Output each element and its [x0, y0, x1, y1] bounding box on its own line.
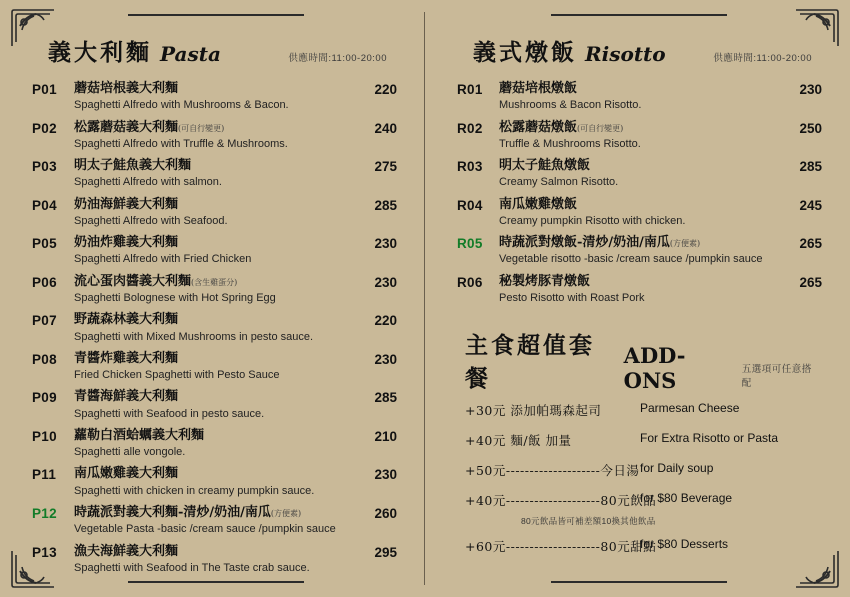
menu-item-name-cn: [74, 274, 349, 290]
menu-item-name-cn-text: 明太子鮭魚燉飯: [499, 158, 591, 174]
top-rule-right: [551, 14, 727, 16]
menu-item: [32, 81, 397, 113]
menu-item-code: R06: [457, 274, 483, 290]
addon-row: [465, 461, 818, 479]
menu-item-code: P05: [32, 236, 57, 252]
menu-item-name-cn-text: 漁夫海鮮義大利麵: [74, 543, 179, 559]
menu-item-name-cn-text: 蘑菇培根燉飯: [499, 81, 578, 96]
addon-row-label: +30元 添加帕瑪森起司: [465, 403, 602, 419]
pasta-item-list: [18, 81, 407, 575]
menu-item-note: (可自行變更): [178, 123, 225, 133]
addon-row-description: Parmesan Cheese: [640, 401, 740, 416]
menu-item-price: 220: [374, 313, 397, 329]
menu-item-name-en: Vegetable risotto -basic /cream sauce /pumpkin sauce: [499, 253, 763, 266]
menu-item: [32, 544, 397, 576]
addon-row: [465, 401, 818, 419]
menu-item-price: 250: [799, 120, 822, 136]
addon-row-label: +40元 麵/飯 加量: [465, 433, 572, 449]
menu-item-name-cn-text: 蘿勒白酒蛤蠣義大利麵: [74, 427, 205, 443]
menu-item: [32, 351, 397, 383]
menu-item-note: (方便素): [669, 239, 701, 249]
menu-item: [457, 274, 822, 306]
menu-item-name-en: Spaghetti with Mixed Mushrooms in pesto sauce.: [74, 330, 314, 343]
risotto-item-list: [443, 81, 832, 305]
menu-item: [32, 197, 397, 229]
menu-item-body: [74, 312, 349, 344]
menu-item-body: [74, 428, 349, 460]
menu-item-name-cn-text: 野蔬森林義大利麵: [74, 312, 179, 328]
menu-item-name-cn-text: 奶油炸雞義大利麵: [74, 235, 179, 251]
menu-item-name-cn-text: 時蔬派對燉飯-清炒/奶油/南瓜: [499, 235, 670, 251]
menu-item-name-cn-text: 秘製烤豚青燉飯: [499, 273, 591, 289]
menu-item-body: [74, 235, 349, 267]
menu-item-body: [74, 158, 349, 190]
menu-item: [32, 120, 397, 152]
menu-item-name-cn: [499, 235, 774, 251]
menu-item-name-cn: [499, 120, 774, 136]
bottom-rule-left: [128, 581, 304, 583]
menu-item-body: [499, 197, 774, 229]
menu-item-name-cn: [499, 81, 774, 97]
menu-item-price: 285: [374, 197, 397, 213]
menu-item: [32, 428, 397, 460]
menu-item-name-cn: [74, 428, 349, 444]
menu-item-name-en: Spaghetti with Seafood in The Taste crab sauce.: [74, 561, 310, 574]
menu-item-name-cn-text: 南瓜嫩雞燉飯: [499, 196, 578, 212]
risotto-column: [425, 0, 850, 597]
menu-item-name-en: Spaghetti alle vongole.: [74, 446, 186, 459]
menu-item-name-cn: [74, 312, 349, 328]
menu-item-name-cn: [74, 158, 349, 174]
menu-item-code: P11: [32, 467, 57, 483]
addon-row-label: +40元--------------------80元飲品: [465, 493, 657, 509]
menu-item: [32, 158, 397, 190]
menu-item-name-en: Spaghetti with chicken in creamy pumpkin sauce.: [74, 484, 315, 497]
menu-item-name-en: Pesto Risotto with Roast Pork: [499, 291, 645, 304]
menu-item-code: P12: [32, 506, 57, 522]
menu-item-name-cn: [74, 466, 349, 482]
menu-item-name-cn: [499, 197, 774, 213]
menu-item-price: 265: [799, 236, 822, 252]
menu-item-name-cn-text: 青醬海鮮義大利麵: [74, 389, 179, 405]
menu-item-body: [499, 158, 774, 190]
menu-item-price: 220: [374, 82, 397, 97]
menu-item-name-en: Spaghetti Alfredo with Truffle & Mushrooms.: [74, 137, 288, 150]
menu-item-body: [499, 120, 774, 152]
addon-row-label: +50元--------------------今日湯: [465, 463, 640, 479]
menu-item-name-cn-text: 時蔬派對義大利麵-清炒/奶油/南瓜: [74, 505, 271, 521]
menu-item-price: 230: [374, 351, 397, 367]
pasta-title-cn: 義大利麵: [48, 39, 152, 66]
menu-item-code: R04: [457, 197, 483, 213]
menu-item-price: 240: [374, 120, 397, 136]
addons-title-en: ADD-ONS: [623, 343, 686, 394]
top-rule-left: [128, 14, 304, 16]
addon-row: [465, 491, 818, 509]
menu-item-price: 265: [799, 274, 822, 290]
addon-row-label: +60元--------------------80元甜點: [465, 539, 657, 555]
risotto-title-en: Risotto: [585, 42, 666, 66]
menu-item-code: P13: [32, 544, 57, 560]
menu-item-name-en: Vegetable Pasta -basic /cream sauce /pumpkin sauce: [74, 523, 336, 536]
menu-item-body: [74, 81, 349, 113]
menu-item: [457, 81, 822, 113]
menu-item-body: [74, 505, 349, 537]
menu-item-body: [74, 274, 349, 306]
menu-item-code: R01: [457, 82, 483, 97]
menu-item: [457, 120, 822, 152]
menu-item: [32, 389, 397, 421]
menu-item-code: P06: [32, 274, 57, 290]
menu-item-name-cn-text: 青醬炸雞義大利麵: [74, 350, 179, 366]
menu-item: [32, 466, 397, 498]
menu-item-price: 230: [374, 274, 397, 290]
bottom-rule-right: [551, 581, 727, 583]
menu-item-name-cn-text: 明太子鮭魚義大利麵: [74, 158, 192, 174]
menu-item-body: [499, 235, 774, 267]
ornament-corner-icon: [794, 8, 840, 48]
menu-item-body: [74, 351, 349, 383]
addons-heading: [465, 327, 832, 393]
menu-item-name-cn: [499, 274, 774, 290]
menu-item-price: 275: [374, 159, 397, 175]
menu-item-code: P04: [32, 197, 57, 213]
menu-item-name-cn: [74, 505, 349, 521]
menu-item-code: R02: [457, 120, 483, 136]
ornament-corner-icon: [10, 549, 56, 589]
menu-item: [32, 274, 397, 306]
menu-item-name-cn: [74, 351, 349, 367]
menu-item-name-cn-text: 奶油海鮮義大利麵: [74, 196, 179, 212]
menu-item-name-cn-text: 流心蛋肉醬義大利麵: [74, 273, 192, 289]
menu-item-name-cn-text: 蘑菇培根義大利麵: [74, 81, 179, 96]
menu-item-body: [74, 544, 349, 576]
menu-item-code: P02: [32, 120, 57, 136]
menu-item-code: P10: [32, 428, 57, 444]
menu-item-name-en: Spaghetti Bolognese with Hot Spring Egg: [74, 291, 276, 304]
pasta-title-en: Pasta: [160, 42, 221, 66]
menu-item-body: [74, 466, 349, 498]
menu-item-price: 295: [374, 544, 397, 560]
menu-item-name-en: Spaghetti Alfredo with Fried Chicken: [74, 253, 252, 266]
menu-item-name-cn: [74, 81, 349, 97]
menu-item: [457, 197, 822, 229]
menu-item-price: 285: [799, 159, 822, 175]
addon-row-description: for $80 Beverage: [640, 491, 733, 506]
menu-item-code: P08: [32, 351, 57, 367]
menu-item-price: 245: [799, 197, 822, 213]
menu-item-name-en: Fried Chicken Spaghetti with Pesto Sauce: [74, 369, 280, 382]
menu-item-code: P01: [32, 82, 57, 97]
menu-item-note: (方便素): [270, 509, 302, 519]
risotto-title-cn: 義式燉飯: [473, 39, 577, 66]
menu-item-name-cn-text: 南瓜嫩雞義大利麵: [74, 466, 179, 482]
menu-item-name-en: Creamy pumpkin Risotto with chicken.: [499, 214, 686, 227]
menu-item-body: [74, 197, 349, 229]
menu-item: [457, 158, 822, 190]
menu-item-price: 285: [374, 390, 397, 406]
menu-item-price: 230: [799, 82, 822, 97]
menu-item-code: P07: [32, 313, 57, 329]
menu-item-name-cn: [74, 544, 349, 560]
menu-item-name-cn: [74, 197, 349, 213]
menu-item-code: P09: [32, 390, 57, 406]
menu-item-name-cn: [74, 120, 349, 136]
menu-item-price: 210: [374, 428, 397, 444]
risotto-heading: [473, 34, 832, 67]
addons-note: 五選項可任意搭配: [741, 364, 812, 390]
menu-item: [457, 235, 822, 267]
menu-item-name-cn-text: 松露蘑菇義大利麵: [74, 119, 179, 135]
menu-item-code: R03: [457, 159, 483, 175]
menu-item-name-en: Spaghetti Alfredo with Mushrooms & Bacon.: [74, 99, 289, 112]
pasta-hours: 供應時間:11:00-20:00: [288, 53, 387, 64]
menu-item-price: 230: [374, 236, 397, 252]
addons-list: [443, 401, 832, 555]
menu-item-name-cn: [74, 235, 349, 251]
addon-row-description: for $80 Desserts: [640, 537, 729, 552]
addons-subnote: 80元飲品皆可補差額10換其他飲品: [521, 516, 656, 527]
addon-row-description: For Extra Risotto or Pasta: [640, 431, 779, 446]
menu-item-name-en: Mushrooms & Bacon Risotto.: [499, 99, 642, 112]
menu-item-name-cn: [499, 158, 774, 174]
menu-item-name-en: Truffle & Mushrooms Risotto.: [499, 137, 641, 150]
menu-item: [32, 312, 397, 344]
menu-item-note: (可自行變更): [577, 123, 624, 133]
menu-item-name-en: Spaghetti Alfredo with salmon.: [74, 176, 222, 189]
menu-item-name-en: Spaghetti Alfredo with Seafood.: [74, 214, 228, 227]
addon-row: [465, 431, 818, 449]
pasta-heading: [48, 34, 407, 67]
menu-item-name-en: Creamy Salmon Risotto.: [499, 176, 619, 189]
menu-item-note: (含生雞蛋分): [191, 277, 238, 287]
menu-item-body: [499, 274, 774, 306]
menu-item-name-cn: [74, 389, 349, 405]
menu-item: [32, 235, 397, 267]
ornament-corner-icon: [794, 549, 840, 589]
ornament-corner-icon: [10, 8, 56, 48]
menu-item-name-en: Spaghetti with Seafood in pesto sauce.: [74, 407, 265, 420]
menu-item-body: [74, 389, 349, 421]
menu-item-name-cn-text: 松露蘑菇燉飯: [499, 119, 578, 135]
menu-item-price: 260: [374, 506, 397, 522]
addon-row: [465, 537, 818, 555]
risotto-hours: 供應時間:11:00-20:00: [713, 53, 812, 64]
menu-item-price: 230: [374, 467, 397, 483]
addons-title-cn: 主食超值套餐: [465, 332, 595, 393]
menu-item-body: [499, 81, 774, 113]
menu-item-body: [74, 120, 349, 152]
menu-item: [32, 505, 397, 537]
addon-row-description: for Daily soup: [640, 461, 714, 476]
menu-item-code: P03: [32, 159, 57, 175]
menu-item-code: R05: [457, 236, 483, 252]
